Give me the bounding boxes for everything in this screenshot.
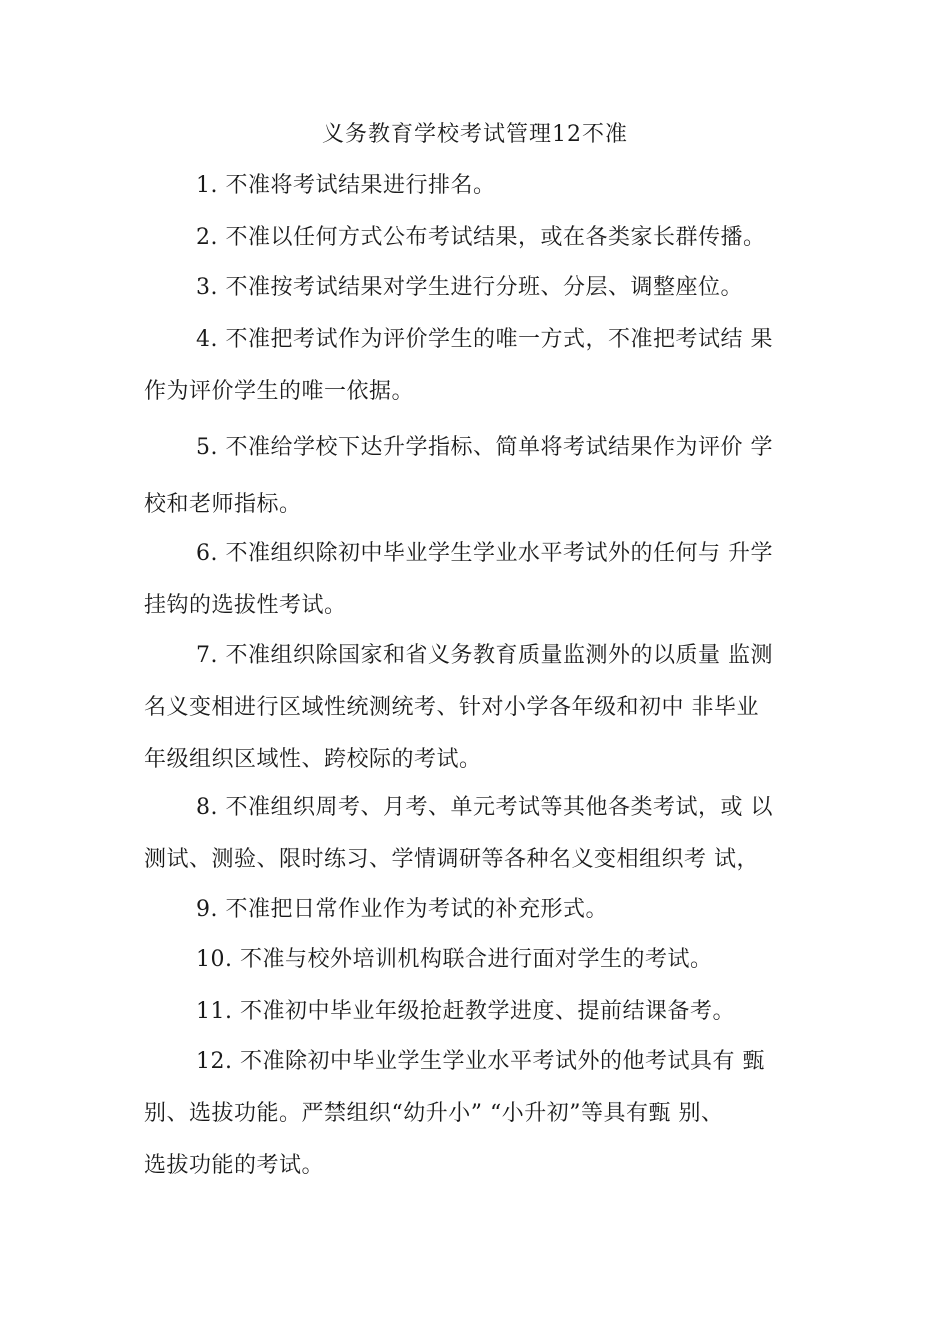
rule-line: 选拔功能的考试。 [144,1153,325,1178]
rule-line: 9. 不准把日常作业作为考试的补充形式。 [196,897,608,922]
rule-line: 别、选拔功能。严禁组织“幼升小” “小升初”等具有甄 别、 [144,1101,724,1126]
rule-item-3 [144,262,834,314]
rule-item-9 [144,884,834,936]
document-title: 义务教育学校考试管理12不准 [322,122,628,147]
rule-line: 2. 不准以任何方式公布考试结果，或在各类家长群传播。 [196,225,766,250]
rule-line: 6. 不准组织除初中毕业学生学业水平考试外的任何与 升学 [196,541,773,566]
rule-line: 7. 不准组织除国家和省义务教育质量监测外的以质量 监测 [196,643,773,668]
rule-item-10 [144,934,834,986]
rule-item-8 [144,782,834,886]
rule-item-12 [144,1036,834,1192]
rule-line: 挂钩的选拔性考试。 [144,593,347,618]
rule-item-2 [144,212,834,264]
rule-item-7 [144,630,834,786]
rule-line: 11. 不准初中毕业年级抢赶教学进度、提前结课备考。 [196,999,735,1024]
rule-line: 10. 不准与校外培训机构联合进行面对学生的考试。 [196,947,713,972]
rule-line: 12. 不准除初中毕业学生学业水平考试外的他考试具有 甄 [196,1049,765,1074]
rule-line: 校和老师指标。 [144,492,302,517]
rule-line: 8. 不准组织周考、月考、单元考试等其他各类考试，或 以 [196,795,773,820]
rule-item-4 [144,314,834,418]
rule-line: 测试、测验、限时练习、学情调研等各种名义变相组织考 试， [144,847,759,872]
rule-item-11 [144,986,834,1038]
rule-line: 5. 不准给学校下达升学指标、简单将考试结果作为评价 学 [196,435,773,460]
rule-item-6 [144,528,834,632]
rule-line: 3. 不准按考试结果对学生进行分班、分层、调整座位。 [196,275,743,300]
rule-line: 1. 不准将考试结果进行排名。 [196,173,496,198]
rule-line: 作为评价学生的唯一依据。 [144,379,415,404]
rule-line: 年级组织区域性、跨校际的考试。 [144,747,482,772]
rule-item-5 [144,422,834,531]
rule-item-1 [144,160,834,212]
rule-line: 名义变相进行区域性统测统考、针对小学各年级和初中 非毕业 [144,695,759,720]
rule-line: 4. 不准把考试作为评价学生的唯一方式，不准把考试结 果 [196,327,773,352]
